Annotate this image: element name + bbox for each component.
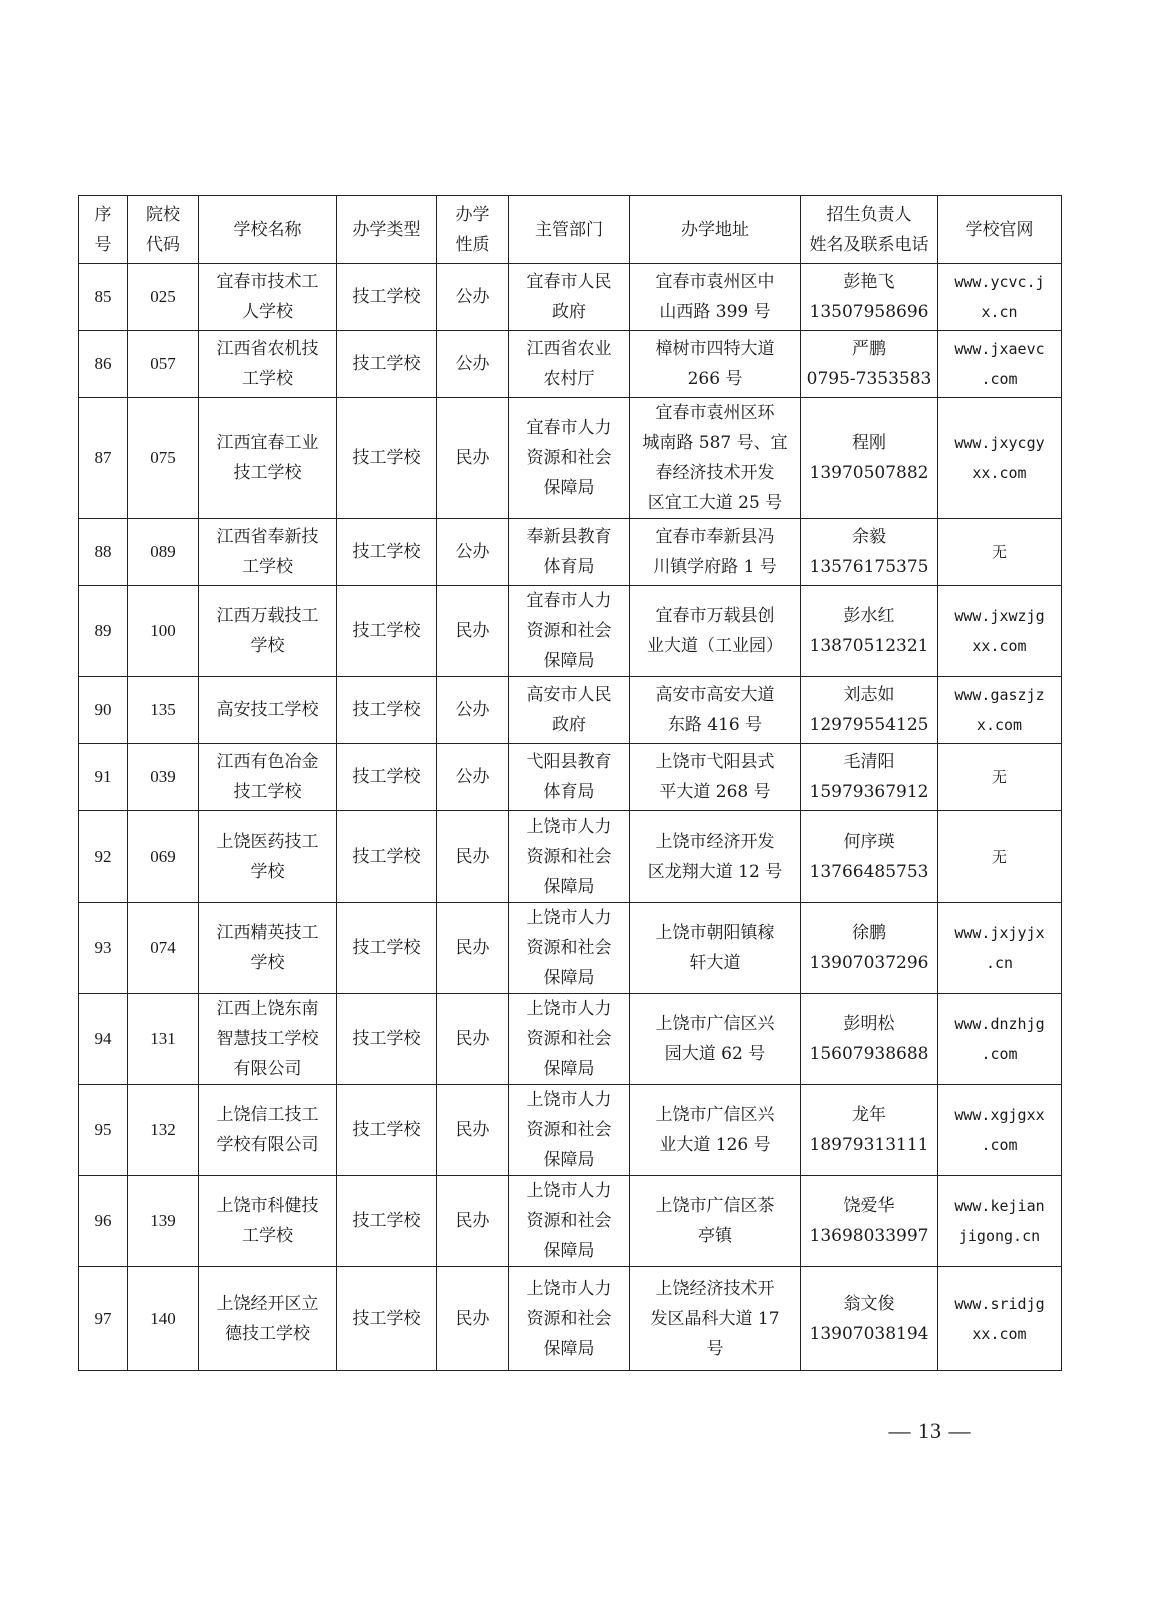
school-name: 高安技工学校 bbox=[199, 677, 337, 744]
school-name: 江西上饶东南 智慧技工学校 有限公司 bbox=[199, 994, 337, 1085]
enrollment-contact: 彭水红 13870512321 bbox=[801, 586, 938, 677]
row-number: 89 bbox=[79, 586, 128, 677]
school-website: www.ycvc.j x.cn bbox=[938, 264, 1062, 331]
school-code: 131 bbox=[128, 994, 199, 1085]
school-code: 140 bbox=[128, 1267, 199, 1371]
enrollment-contact: 何序瑛 13766485753 bbox=[801, 811, 938, 903]
school-address: 宜春市奉新县冯 川镇学府路 1 号 bbox=[630, 519, 801, 586]
school-name: 上饶市科健技 工学校 bbox=[199, 1176, 337, 1267]
school-website: www.xgjgxx .com bbox=[938, 1085, 1062, 1176]
school-address: 高安市高安大道 东路 416 号 bbox=[630, 677, 801, 744]
row-number: 97 bbox=[79, 1267, 128, 1371]
enrollment-contact: 彭艳飞 13507958696 bbox=[801, 264, 938, 331]
row-number: 87 bbox=[79, 398, 128, 519]
col-header-code: 院校 代码 bbox=[128, 196, 199, 264]
enrollment-contact: 程刚 13970507882 bbox=[801, 398, 938, 519]
enrollment-contact: 徐鹏 13907037296 bbox=[801, 903, 938, 994]
school-nature: 民办 bbox=[437, 398, 509, 519]
table-row bbox=[79, 1267, 1062, 1371]
table-row bbox=[79, 331, 1062, 398]
table-row bbox=[79, 1176, 1062, 1267]
school-code: 074 bbox=[128, 903, 199, 994]
school-name: 江西精英技工 学校 bbox=[199, 903, 337, 994]
supervising-dept: 上饶市人力 资源和社会 保障局 bbox=[509, 994, 630, 1085]
col-header-contact: 招生负责人 姓名及联系电话 bbox=[801, 196, 938, 264]
school-nature: 民办 bbox=[437, 586, 509, 677]
school-address: 上饶市广信区茶 亭镇 bbox=[630, 1176, 801, 1267]
table-row bbox=[79, 811, 1062, 903]
school-code: 025 bbox=[128, 264, 199, 331]
col-header-address: 办学地址 bbox=[630, 196, 801, 264]
school-name: 江西省奉新技 工学校 bbox=[199, 519, 337, 586]
school-type: 技工学校 bbox=[337, 1176, 437, 1267]
table-row bbox=[79, 519, 1062, 586]
school-code: 089 bbox=[128, 519, 199, 586]
school-address: 上饶市广信区兴 业大道 126 号 bbox=[630, 1085, 801, 1176]
table-row bbox=[79, 744, 1062, 811]
supervising-dept: 上饶市人力 资源和社会 保障局 bbox=[509, 1267, 630, 1371]
table-row bbox=[79, 677, 1062, 744]
school-code: 135 bbox=[128, 677, 199, 744]
school-code: 075 bbox=[128, 398, 199, 519]
supervising-dept: 奉新县教育 体育局 bbox=[509, 519, 630, 586]
school-website: www.gaszjz x.com bbox=[938, 677, 1062, 744]
school-type: 技工学校 bbox=[337, 1085, 437, 1176]
school-nature: 公办 bbox=[437, 331, 509, 398]
school-name: 上饶经开区立 德技工学校 bbox=[199, 1267, 337, 1371]
enrollment-contact: 严鹏 0795-7353583 bbox=[801, 331, 938, 398]
school-list-table bbox=[78, 195, 1062, 1371]
col-header-website: 学校官网 bbox=[938, 196, 1062, 264]
school-type: 技工学校 bbox=[337, 398, 437, 519]
school-nature: 民办 bbox=[437, 994, 509, 1085]
supervising-dept: 上饶市人力 资源和社会 保障局 bbox=[509, 903, 630, 994]
school-name: 上饶信工技工 学校有限公司 bbox=[199, 1085, 337, 1176]
table-row bbox=[79, 586, 1062, 677]
page-number: — 13 — bbox=[888, 1418, 972, 1443]
row-number: 91 bbox=[79, 744, 128, 811]
row-number: 95 bbox=[79, 1085, 128, 1176]
school-code: 100 bbox=[128, 586, 199, 677]
school-nature: 公办 bbox=[437, 264, 509, 331]
supervising-dept: 宜春市人民 政府 bbox=[509, 264, 630, 331]
school-nature: 公办 bbox=[437, 519, 509, 586]
col-header-no: 序 号 bbox=[79, 196, 128, 264]
enrollment-contact: 翁文俊 13907038194 bbox=[801, 1267, 938, 1371]
school-nature: 民办 bbox=[437, 1267, 509, 1371]
supervising-dept: 高安市人民 政府 bbox=[509, 677, 630, 744]
row-number: 86 bbox=[79, 331, 128, 398]
school-address: 上饶市朝阳镇稼 轩大道 bbox=[630, 903, 801, 994]
supervising-dept: 江西省农业 农村厅 bbox=[509, 331, 630, 398]
row-number: 90 bbox=[79, 677, 128, 744]
school-website: 无 bbox=[938, 744, 1062, 811]
row-number: 85 bbox=[79, 264, 128, 331]
supervising-dept: 弋阳县教育 体育局 bbox=[509, 744, 630, 811]
school-type: 技工学校 bbox=[337, 1267, 437, 1371]
school-website: www.jxaevc .com bbox=[938, 331, 1062, 398]
school-address: 樟树市四特大道 266 号 bbox=[630, 331, 801, 398]
school-nature: 民办 bbox=[437, 903, 509, 994]
enrollment-contact: 刘志如 12979554125 bbox=[801, 677, 938, 744]
enrollment-contact: 毛清阳 15979367912 bbox=[801, 744, 938, 811]
supervising-dept: 宜春市人力 资源和社会 保障局 bbox=[509, 586, 630, 677]
school-address: 宜春市袁州区中 山西路 399 号 bbox=[630, 264, 801, 331]
row-number: 93 bbox=[79, 903, 128, 994]
table-row bbox=[79, 1085, 1062, 1176]
school-nature: 民办 bbox=[437, 1085, 509, 1176]
school-address: 上饶市弋阳县式 平大道 268 号 bbox=[630, 744, 801, 811]
school-type: 技工学校 bbox=[337, 677, 437, 744]
school-type: 技工学校 bbox=[337, 586, 437, 677]
enrollment-contact: 龙年 18979313111 bbox=[801, 1085, 938, 1176]
school-address: 上饶经济技术开 发区晶科大道 17 号 bbox=[630, 1267, 801, 1371]
school-website: www.jxwzjg xx.com bbox=[938, 586, 1062, 677]
table-row bbox=[79, 398, 1062, 519]
school-nature: 民办 bbox=[437, 1176, 509, 1267]
school-code: 132 bbox=[128, 1085, 199, 1176]
supervising-dept: 上饶市人力 资源和社会 保障局 bbox=[509, 1085, 630, 1176]
table-row bbox=[79, 264, 1062, 331]
row-number: 88 bbox=[79, 519, 128, 586]
school-type: 技工学校 bbox=[337, 331, 437, 398]
school-website: 无 bbox=[938, 811, 1062, 903]
school-address: 宜春市万载县创 业大道（工业园） bbox=[630, 586, 801, 677]
school-code: 039 bbox=[128, 744, 199, 811]
supervising-dept: 宜春市人力 资源和社会 保障局 bbox=[509, 398, 630, 519]
school-nature: 公办 bbox=[437, 744, 509, 811]
school-address: 上饶市经济开发 区龙翔大道 12 号 bbox=[630, 811, 801, 903]
school-code: 069 bbox=[128, 811, 199, 903]
school-address: 上饶市广信区兴 园大道 62 号 bbox=[630, 994, 801, 1085]
col-header-name: 学校名称 bbox=[199, 196, 337, 264]
enrollment-contact: 余毅 13576175375 bbox=[801, 519, 938, 586]
school-type: 技工学校 bbox=[337, 519, 437, 586]
school-website: 无 bbox=[938, 519, 1062, 586]
table-row bbox=[79, 994, 1062, 1085]
row-number: 94 bbox=[79, 994, 128, 1085]
school-website: www.jxjyjx .cn bbox=[938, 903, 1062, 994]
col-header-nature: 办学 性质 bbox=[437, 196, 509, 264]
school-name: 江西宜春工业 技工学校 bbox=[199, 398, 337, 519]
school-type: 技工学校 bbox=[337, 903, 437, 994]
school-type: 技工学校 bbox=[337, 811, 437, 903]
row-number: 92 bbox=[79, 811, 128, 903]
school-name: 江西有色冶金 技工学校 bbox=[199, 744, 337, 811]
enrollment-contact: 饶爱华 13698033997 bbox=[801, 1176, 938, 1267]
supervising-dept: 上饶市人力 资源和社会 保障局 bbox=[509, 1176, 630, 1267]
school-name: 江西省农机技 工学校 bbox=[199, 331, 337, 398]
school-type: 技工学校 bbox=[337, 744, 437, 811]
school-nature: 民办 bbox=[437, 811, 509, 903]
school-code: 139 bbox=[128, 1176, 199, 1267]
table-body bbox=[79, 264, 1062, 1371]
school-type: 技工学校 bbox=[337, 264, 437, 331]
school-name: 上饶医药技工 学校 bbox=[199, 811, 337, 903]
school-website: www.sridjg xx.com bbox=[938, 1267, 1062, 1371]
table-header-row bbox=[79, 196, 1062, 264]
table-row bbox=[79, 903, 1062, 994]
school-website: www.dnzhjg .com bbox=[938, 994, 1062, 1085]
school-website: www.kejian jigong.cn bbox=[938, 1176, 1062, 1267]
school-nature: 公办 bbox=[437, 677, 509, 744]
school-name: 江西万载技工 学校 bbox=[199, 586, 337, 677]
school-name: 宜春市技术工 人学校 bbox=[199, 264, 337, 331]
enrollment-contact: 彭明松 15607938688 bbox=[801, 994, 938, 1085]
col-header-type: 办学类型 bbox=[337, 196, 437, 264]
school-type: 技工学校 bbox=[337, 994, 437, 1085]
row-number: 96 bbox=[79, 1176, 128, 1267]
school-address: 宜春市袁州区环 城南路 587 号、宜 春经济技术开发 区宜工大道 25 号 bbox=[630, 398, 801, 519]
school-website: www.jxycgy xx.com bbox=[938, 398, 1062, 519]
school-code: 057 bbox=[128, 331, 199, 398]
col-header-dept: 主管部门 bbox=[509, 196, 630, 264]
supervising-dept: 上饶市人力 资源和社会 保障局 bbox=[509, 811, 630, 903]
